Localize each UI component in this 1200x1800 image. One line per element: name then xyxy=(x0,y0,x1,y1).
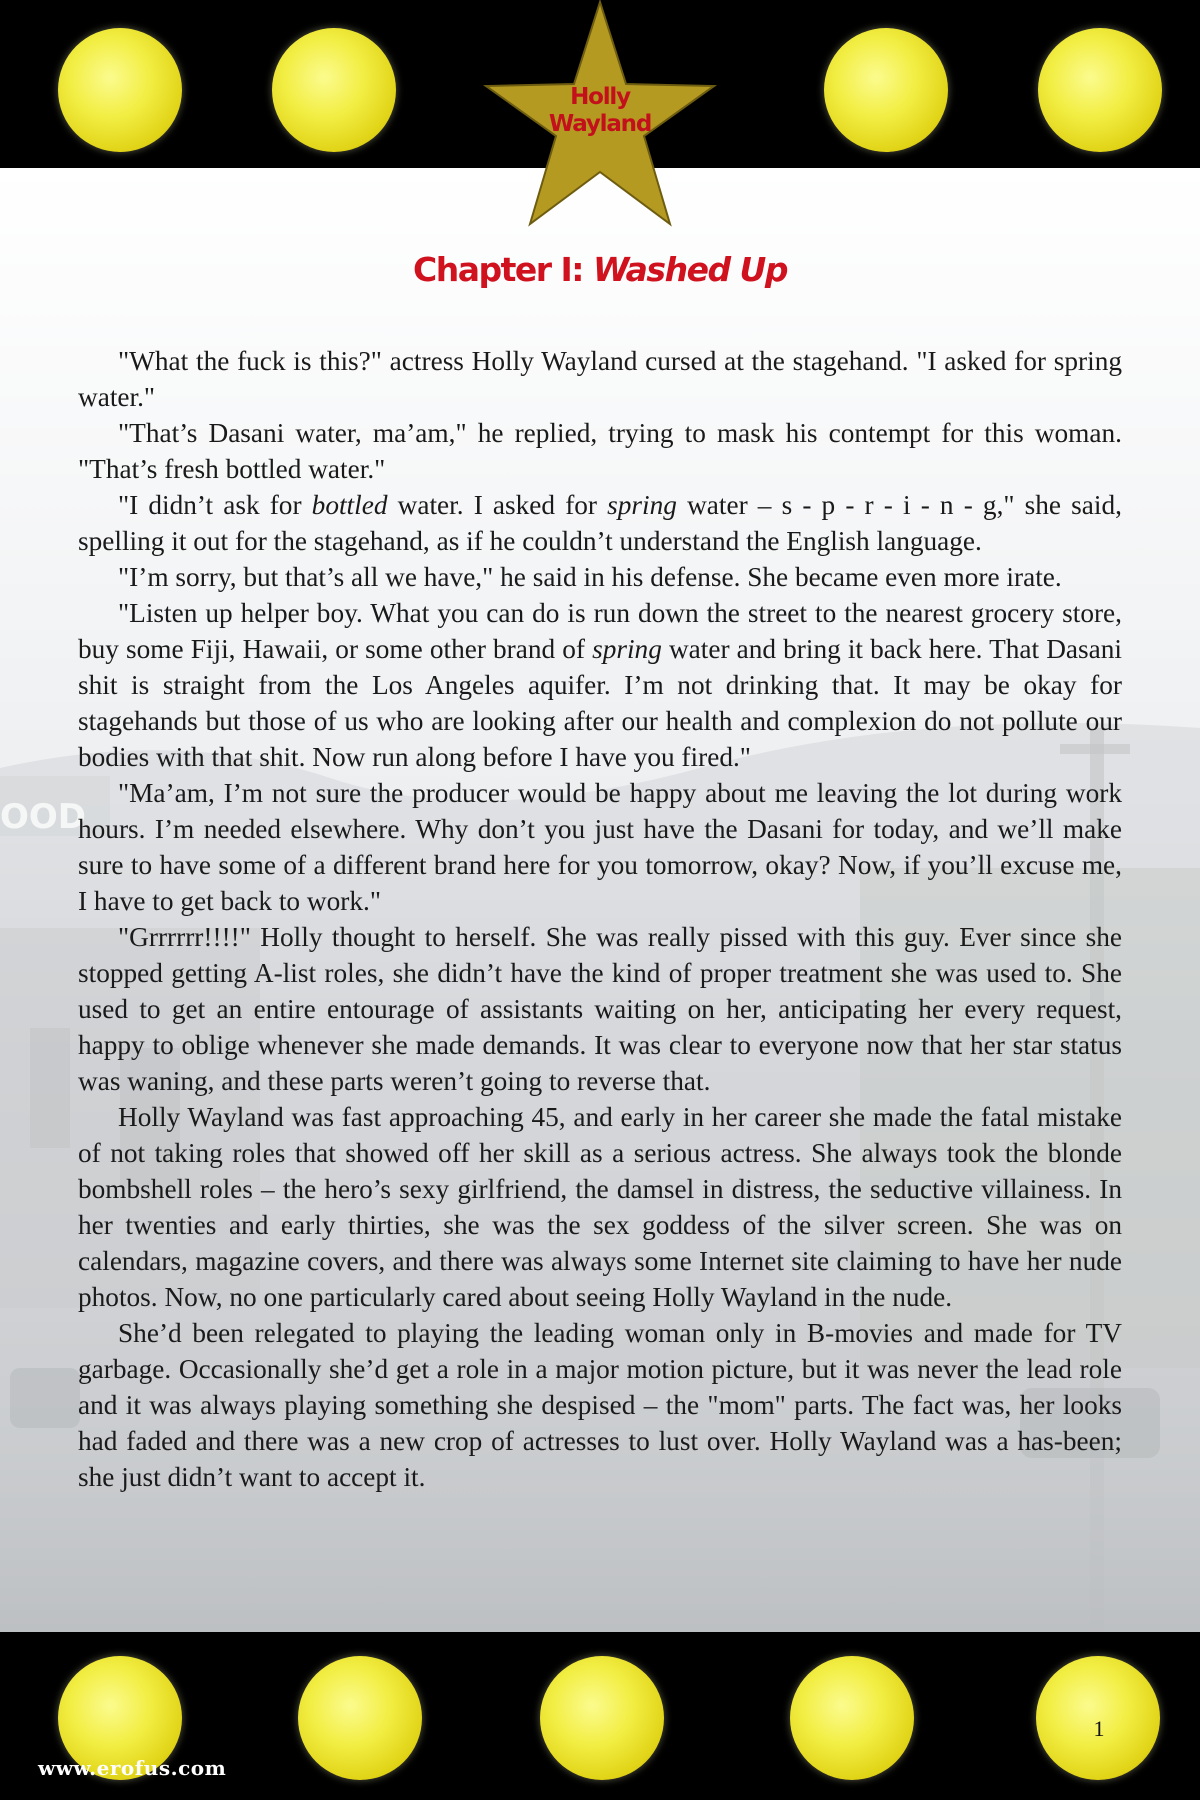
paragraph-4: "I’m sorry, but that’s all we have," he said in his defense. She became even more irate. xyxy=(118,562,1062,592)
paragraph-9: She’d been relegated to playing the leading woman only in B-movies and made for TV garbage. Occasionally she’d get a role in a major motion picture, but it was never the lead role and it was always playing something she despised – the "mom" parts. The fact was, her looks had faded and there was a new crop of actresses to lust over. Holly Wayland was a has-been; she just didn’t want to accept it. xyxy=(78,1318,1122,1492)
holly-wayland-star-badge xyxy=(480,0,720,232)
star-label-line-2: Wayland xyxy=(548,111,652,137)
svg-text:OOD: OOD xyxy=(0,797,87,837)
paragraph-5 xyxy=(78,595,1122,775)
paragraph-5-part-c: water and bring it back here. That Dasani shit is straight from the Los Angeles aquifer. I’m not drinking that. It may be okay for stagehands but those of us who are looking after our health and complexion do not pollute our bodies with that shit. Now run along before I have you fired." xyxy=(78,634,1123,772)
paragraph-6: "Ma’am, I’m not sure the producer would be happy about me leaving the lot during work hours. I’m needed elsewhere. Why don’t you just have the Dasani for today, and we’ll make sure to have some of a different brand here for you tomorrow, okay? Now, if you’ll excuse me, I have to get back to work." xyxy=(78,778,1122,916)
paragraph-8: Holly Wayland was fast approaching 45, and early in her career she made the fatal mistake of not taking roles that showed off her skill as a serious actress. She always took the blonde bombshell roles – the hero’s sexy girlfriend, the damsel in distress, the seductive villainess. In her twenties and early thirties, she was the sex goddess of the silver screen. She was on calendars, magazine covers, and there was always some Internet site claiming to have her nude photos. Now, no one particularly cared about seeing Holly Wayland in the nude. xyxy=(78,1102,1122,1312)
story-text xyxy=(78,343,1122,1495)
star-label xyxy=(480,84,720,138)
paragraph-3 xyxy=(78,487,1122,559)
marquee-bulb-top-2 xyxy=(272,28,396,152)
paragraph-5-emphasis-spring: spring xyxy=(592,634,662,664)
chapter-name: Washed Up xyxy=(593,250,787,289)
paragraph-7: "Grrrrrr!!!!" Holly thought to herself. She was really pissed with this guy. Ever since she stopped getting A-list roles, she didn’t have the kind of proper treatment she was used to. She used to get an entire entourage of assistants waiting on her, anticipating her every request, happy to oblige whenever she made demands. It was clear to everyone now that her star status was waning, and these parts weren’t going to reverse that. xyxy=(78,922,1122,1096)
paragraph-3-part-c: water. I asked for xyxy=(387,490,608,520)
marquee-bulb-bottom-4 xyxy=(790,1656,914,1780)
marquee-bulb-bottom-2 xyxy=(298,1656,422,1780)
paragraph-2: "That’s Dasani water, ma’am," he replied, trying to mask his contempt for this woman. "That’s fresh bottled water." xyxy=(78,418,1122,484)
paragraph-3-emphasis-spring: spring xyxy=(607,490,677,520)
page-number: 1 xyxy=(1093,1716,1105,1741)
paragraph-3-part-a: "I didn’t ask for xyxy=(118,490,312,520)
paragraph-3-part-e: water – s - p - r - i - n - g," she said, spelling it out for the stagehand, as if he couldn’t understand the English language. xyxy=(78,490,1122,556)
paragraph-3-emphasis-bottled: bottled xyxy=(311,490,388,520)
marquee-bulb-top-1 xyxy=(58,28,182,152)
chapter-prefix: Chapter I: xyxy=(413,250,593,289)
marquee-bulb-bottom-3 xyxy=(540,1656,664,1780)
chapter-title xyxy=(0,250,1200,289)
paragraph-5-part-a: "Listen up helper boy. What you can do is run down the street to the nearest grocery store, buy some Fiji, Hawaii, or some other brand of xyxy=(78,598,1122,664)
star-label-line-1: Holly xyxy=(570,84,630,110)
paragraph-1: "What the fuck is this?" actress Holly Wayland cursed at the stagehand. "I asked for spring water." xyxy=(78,346,1122,412)
marquee-bulb-top-4 xyxy=(1038,28,1162,152)
marquee-bulb-top-3 xyxy=(824,28,948,152)
site-watermark: www.erofus.com xyxy=(38,1756,227,1780)
